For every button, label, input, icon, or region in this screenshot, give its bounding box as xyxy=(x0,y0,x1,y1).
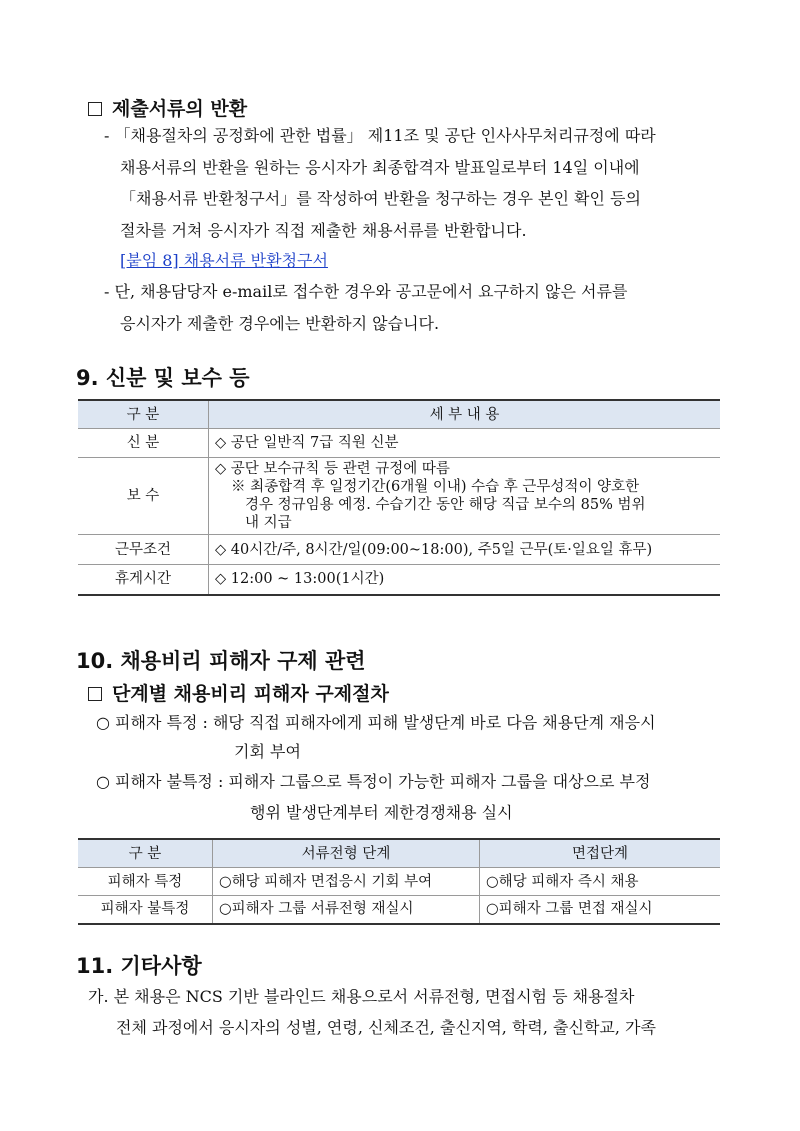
row-label: 신 분 xyxy=(78,429,209,458)
remedy-item-unspecified: ○ 피해자 불특정 : 피해자 그룹으로 특정이 가능한 피해자 그룹을 대상으로 부정 xyxy=(96,772,651,791)
table-header: 서류전형 단계 xyxy=(213,839,480,868)
row-content: ◇ 공단 보수규칙 등 관련 규정에 따름 ※ 최종합격 후 일정기간(6개월 이내) 수습 후 근무성적이 양호한 경우 정규임용 예정. 수습기간 동안 해당 직급 보수의 85% 범위 내 지급 xyxy=(209,458,721,535)
table-header: 구 분 xyxy=(78,400,209,429)
table-row xyxy=(78,429,720,458)
section-return-title: 제출서류의 반환 xyxy=(88,94,247,121)
table-cell: ○해당 피해자 면접응시 기회 부여 xyxy=(213,868,480,896)
return-para-line: 응시자가 제출한 경우에는 반환하지 않습니다. xyxy=(120,314,440,333)
table-row xyxy=(78,896,720,924)
section-10-subtitle: 단계별 채용비리 피해자 구제절차 xyxy=(88,679,389,706)
return-para-line: 절차를 거쳐 응시자가 직접 제출한 채용서류를 반환합니다. xyxy=(120,221,527,240)
table-row xyxy=(78,458,720,535)
remedy-table xyxy=(78,838,720,925)
row-label: 보 수 xyxy=(78,458,209,535)
row-label: 근무조건 xyxy=(78,535,209,565)
row-content: ◇ 40시간/주, 8시간/일(09:00~18:00), 주5일 근무(토·일요일 휴무) xyxy=(209,535,721,565)
table-row xyxy=(78,535,720,565)
remedy-item-specified-cont: 기회 부여 xyxy=(234,742,301,761)
checkbox-square-icon xyxy=(88,102,102,116)
remedy-item-specified: ○ 피해자 특정 : 해당 직접 피해자에게 피해 발생단계 바로 다음 채용단계 재응시 xyxy=(96,713,656,732)
attachment-8-link[interactable]: [붙임 8] 채용서류 반환청구서 xyxy=(120,251,328,270)
return-para-line: 채용서류의 반환을 원하는 응시자가 최종합격자 발표일로부터 14일 이내에 xyxy=(120,158,640,177)
table-header: 세 부 내 용 xyxy=(209,400,721,429)
table-row xyxy=(78,565,720,595)
table-cell: ○피해자 그룹 서류전형 재실시 xyxy=(213,896,480,924)
return-para-line: 「채용서류 반환청구서」를 작성하여 반환을 청구하는 경우 본인 확인 등의 xyxy=(120,189,641,208)
table-cell: 피해자 특정 xyxy=(78,868,213,896)
section-9-title: 9. 신분 및 보수 등 xyxy=(76,366,250,390)
table-cell: ○해당 피해자 즉시 채용 xyxy=(480,868,721,896)
section-10-title: 10. 채용비리 피해자 구제 관련 xyxy=(76,649,366,673)
table-row xyxy=(78,868,720,896)
row-content: ◇ 공단 일반직 7급 직원 신분 xyxy=(209,429,721,458)
row-label: 휴게시간 xyxy=(78,565,209,595)
status-pay-table xyxy=(78,399,720,596)
table-header: 면접단계 xyxy=(480,839,721,868)
table-header: 구 분 xyxy=(78,839,213,868)
misc-line: 전체 과정에서 응시자의 성별, 연령, 신체조건, 출신지역, 학력, 출신학교, 가족 xyxy=(116,1018,656,1037)
return-para-line: - 「채용절차의 공정화에 관한 법률」 제11조 및 공단 인사사무처리규정에 따라 xyxy=(104,126,656,145)
checkbox-square-icon xyxy=(88,687,102,701)
misc-line: 가. 본 채용은 NCS 기반 블라인드 채용으로서 서류전형, 면접시험 등 채용절차 xyxy=(88,987,635,1006)
return-para-line: - 단, 채용담당자 e-mail로 접수한 경우와 공고문에서 요구하지 않은 서류를 xyxy=(104,282,628,301)
remedy-item-unspecified-cont: 행위 발생단계부터 제한경쟁채용 실시 xyxy=(250,803,513,822)
section-11-title: 11. 기타사항 xyxy=(76,954,202,978)
row-content: ◇ 12:00 ~ 13:00(1시간) xyxy=(209,565,721,595)
table-cell: ○피해자 그룹 면접 재실시 xyxy=(480,896,721,924)
table-cell: 피해자 불특정 xyxy=(78,896,213,924)
